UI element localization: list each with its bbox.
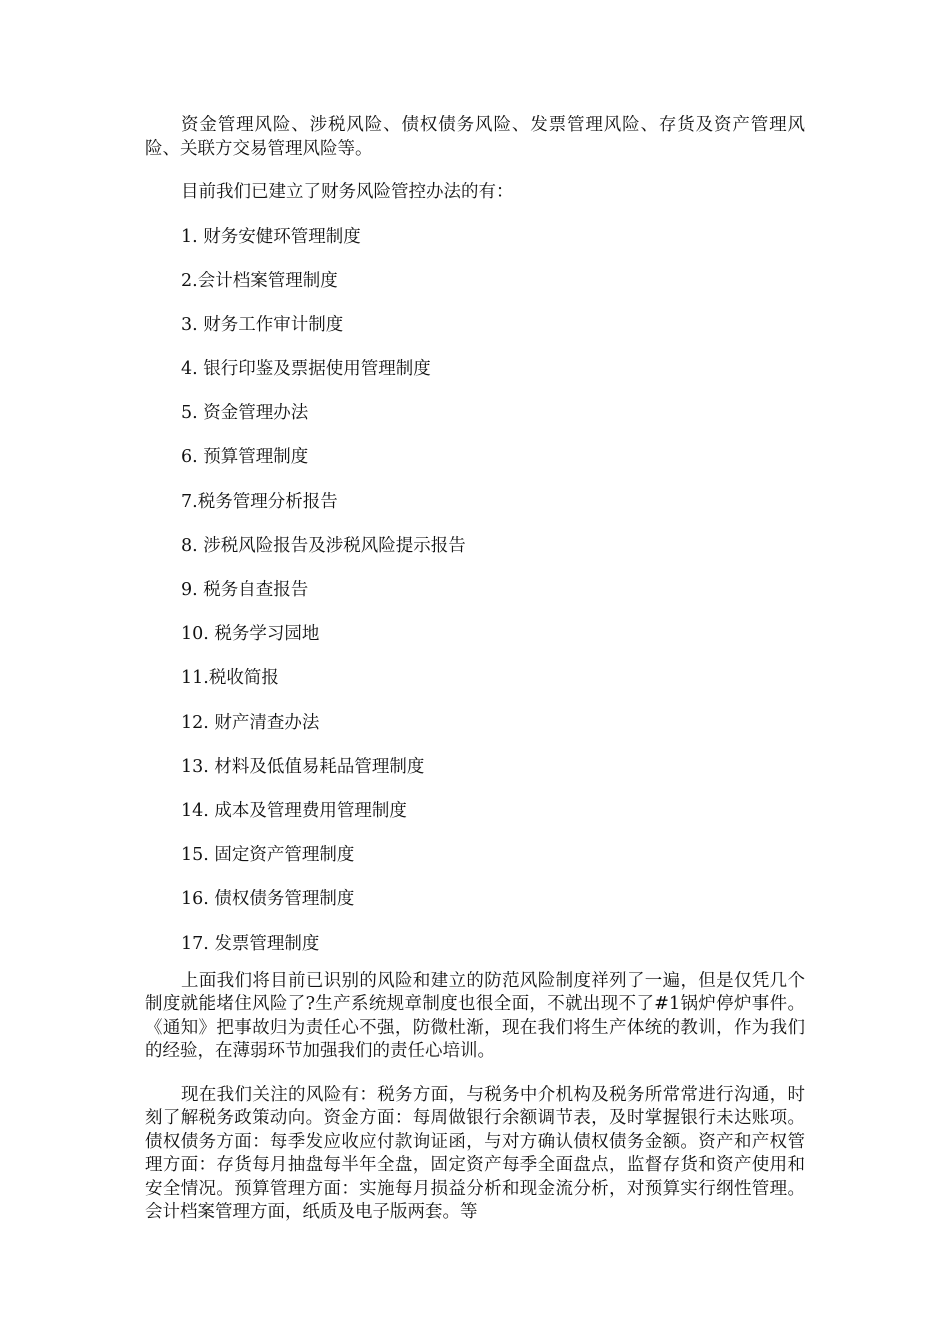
paragraph-intro: 目前我们已建立了财务风险管控办法的有： [181,182,514,202]
list-item: 14. 成本及管理费用管理制度 [181,800,407,821]
list-item: 15. 固定资产管理制度 [181,845,355,866]
paragraph-focus: 现在我们关注的风险有：税务方面，与税务中介机构及税务所常常进行沟通，时刻了解税务政策动向。资金方面：每周做银行余额调节表，及时掌握银行未达账项。债权债务方面：每季发应收应付款询证函，与对方确认债权债务金额。资产和产权管理方面：存货每月抽盘每半年全盘，固定资产每季全面盘点，监督存货和资产使用和安全情况。预算管理方面：实施每月损益分析和现金流分析，对预算实行纲性管理。会计档案管理方面，纸质及电子版两套。等 [145,1084,805,1223]
list-item: 1. 财务安健环管理制度 [181,226,361,247]
list-item: 3. 财务工作审计制度 [181,314,344,335]
list-item: 7.税务管理分析报告 [181,491,338,512]
list-item: 12. 财产清查办法 [181,712,320,733]
list-item: 13. 材料及低值易耗品管理制度 [181,756,425,777]
list-item: 5. 资金管理办法 [181,403,309,424]
list-item: 4. 银行印鉴及票据使用管理制度 [181,359,431,380]
list-item: 10. 税务学习园地 [181,624,320,645]
document-page [145,114,805,1225]
paragraph-opening: 资金管理风险、涉税风险、债权债务风险、发票管理风险、存货及资产管理风险、关联方交易管理风险等。 [145,115,805,159]
paragraph-summary: 上面我们将目前已识别的风险和建立的防范风险制度祥列了一遍，但是仅凭几个制度就能堵住风险了?生产系统规章制度也很全面，不就出现不了#1锅炉停炉事件。《通知》把事故归为责任心不强，防微杜渐，现在我们将生产体统的教训，作为我们的经验，在薄弱环节加强我们的责任心培训。 [145,970,805,1062]
list-item: 9. 税务自查报告 [181,580,309,600]
policy-list [145,216,805,967]
list-item: 11.税收简报 [181,668,279,689]
list-item: 16. 债权债务管理制度 [181,889,355,910]
list-item: 8. 涉税风险报告及涉税风险提示报告 [181,535,466,556]
list-item: 17. 发票管理制度 [181,933,320,954]
list-item: 6. 预算管理制度 [181,447,309,468]
list-item: 2.会计档案管理制度 [181,270,338,291]
